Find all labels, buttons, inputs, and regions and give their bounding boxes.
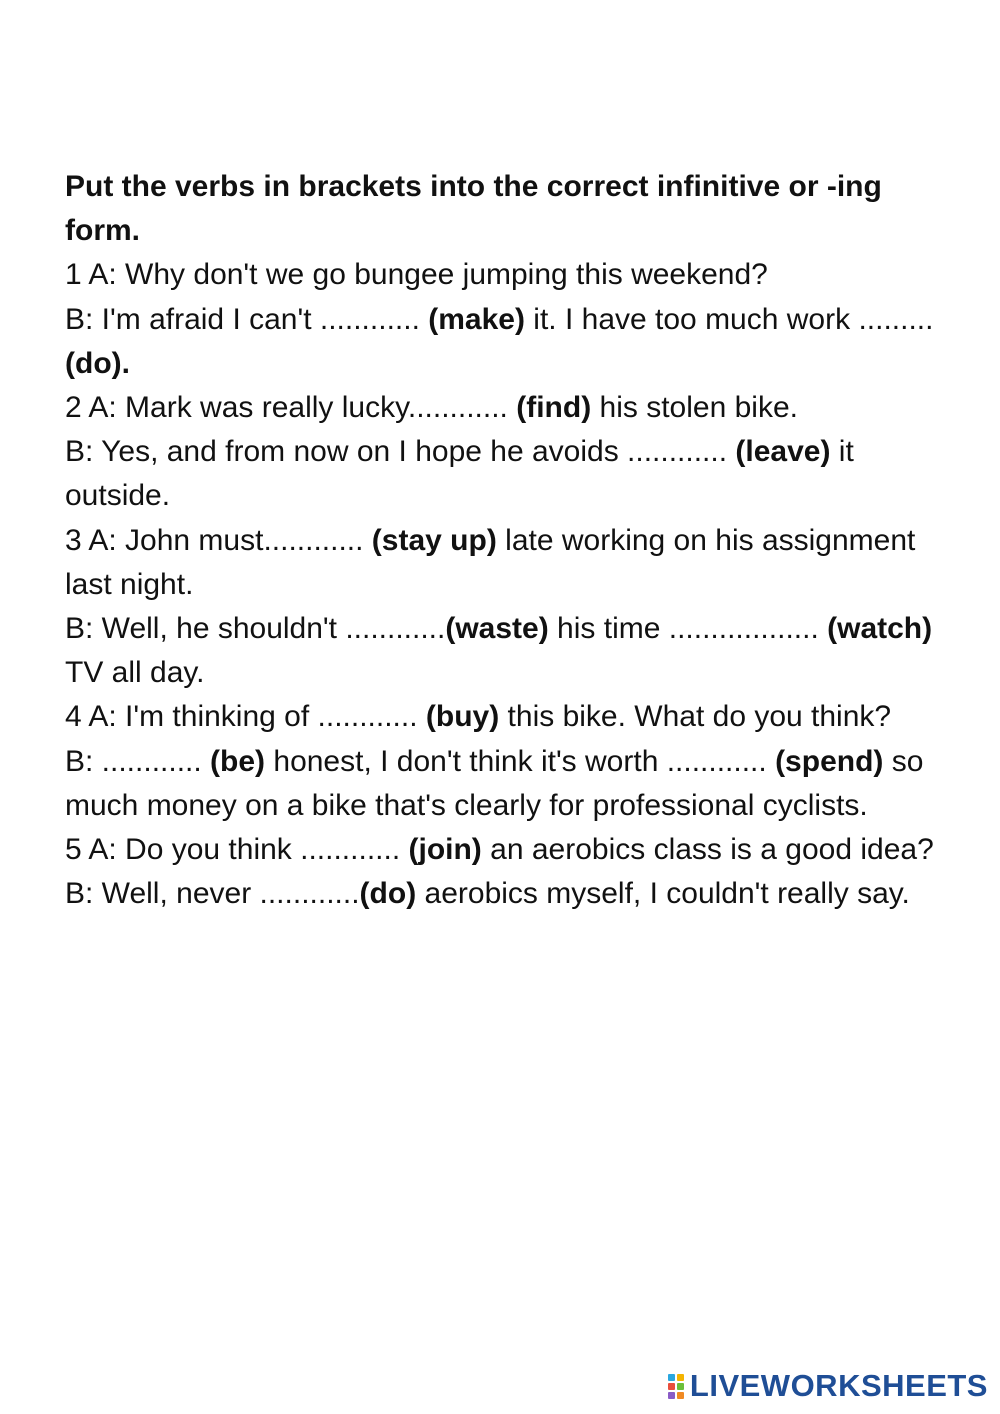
line-text: 2 A: Mark was really lucky............ bbox=[65, 391, 517, 425]
verb-prompt: (do). bbox=[65, 346, 130, 380]
verb-prompt: (buy) bbox=[425, 700, 500, 734]
exercise-line bbox=[65, 607, 945, 695]
line-text: it outside. bbox=[65, 435, 854, 513]
line-text: his time .................. bbox=[548, 612, 828, 646]
logo-tile bbox=[677, 1392, 684, 1399]
line-text: TV all day. bbox=[65, 656, 205, 690]
line-text: 5 A: Do you think ............ bbox=[65, 833, 409, 867]
logo-tile bbox=[668, 1392, 675, 1399]
verb-prompt: (watch) bbox=[827, 612, 933, 646]
line-text: B: I'm afraid I can't ............ bbox=[65, 302, 429, 336]
verb-prompt: (spend) bbox=[775, 744, 884, 778]
line-text: aerobics myself, I couldn't really say. bbox=[416, 877, 910, 911]
line-text: honest, I don't think it's worth ............ bbox=[265, 744, 776, 778]
verb-prompt: (do) bbox=[359, 877, 417, 911]
exercise-line bbox=[65, 740, 945, 828]
line-text: B: ............ bbox=[65, 744, 211, 778]
line-text: B: Well, he shouldn't ............ bbox=[65, 612, 446, 646]
line-text: it. I have too much work ......... bbox=[524, 302, 934, 336]
line-text: 4 A: I'm thinking of ............ bbox=[65, 700, 426, 734]
verb-prompt: (waste) bbox=[445, 612, 549, 646]
exercise-line bbox=[65, 253, 945, 297]
exercise-line bbox=[65, 872, 945, 916]
verb-prompt: (leave) bbox=[735, 435, 831, 469]
verb-prompt: (join) bbox=[408, 833, 482, 867]
logo-tile bbox=[668, 1374, 675, 1381]
exercise-lines bbox=[65, 253, 945, 916]
exercise-line bbox=[65, 519, 945, 607]
liveworksheets-logo bbox=[668, 1366, 988, 1406]
exercise-line bbox=[65, 695, 945, 739]
exercise-line bbox=[65, 828, 945, 872]
line-text: 3 A: John must............ bbox=[65, 523, 372, 557]
logo-text: LIVEWORKSHEETS bbox=[689, 1368, 988, 1403]
line-text: B: Yes, and from now on I hope he avoids ............ bbox=[65, 435, 736, 469]
worksheet-body bbox=[65, 165, 945, 916]
verb-prompt: (stay up) bbox=[371, 523, 497, 557]
verb-prompt: (find) bbox=[516, 391, 592, 425]
line-text: his stolen bike. bbox=[591, 391, 798, 425]
exercise-line bbox=[65, 386, 945, 430]
line-text: late working on his assignment last night. bbox=[65, 523, 916, 601]
line-text: this bike. What do you think? bbox=[499, 700, 892, 734]
logo-mark-icon bbox=[668, 1374, 684, 1399]
logo-tile bbox=[668, 1383, 675, 1390]
line-text: B: Well, never ............ bbox=[65, 877, 360, 911]
verb-prompt: (be) bbox=[210, 744, 266, 778]
exercise-line bbox=[65, 430, 945, 518]
exercise-line bbox=[65, 298, 945, 386]
logo-tile bbox=[677, 1374, 684, 1381]
line-text: so much money on a bike that's clearly for professional cyclists. bbox=[65, 744, 924, 822]
logo-tile bbox=[677, 1383, 684, 1390]
line-text: 1 A: Why don't we go bungee jumping this weekend? bbox=[65, 258, 768, 292]
line-text: an aerobics class is a good idea? bbox=[481, 833, 934, 867]
instructions-heading: Put the verbs in brackets into the correct infinitive or -ing form. bbox=[65, 170, 882, 248]
verb-prompt: (make) bbox=[428, 302, 525, 336]
